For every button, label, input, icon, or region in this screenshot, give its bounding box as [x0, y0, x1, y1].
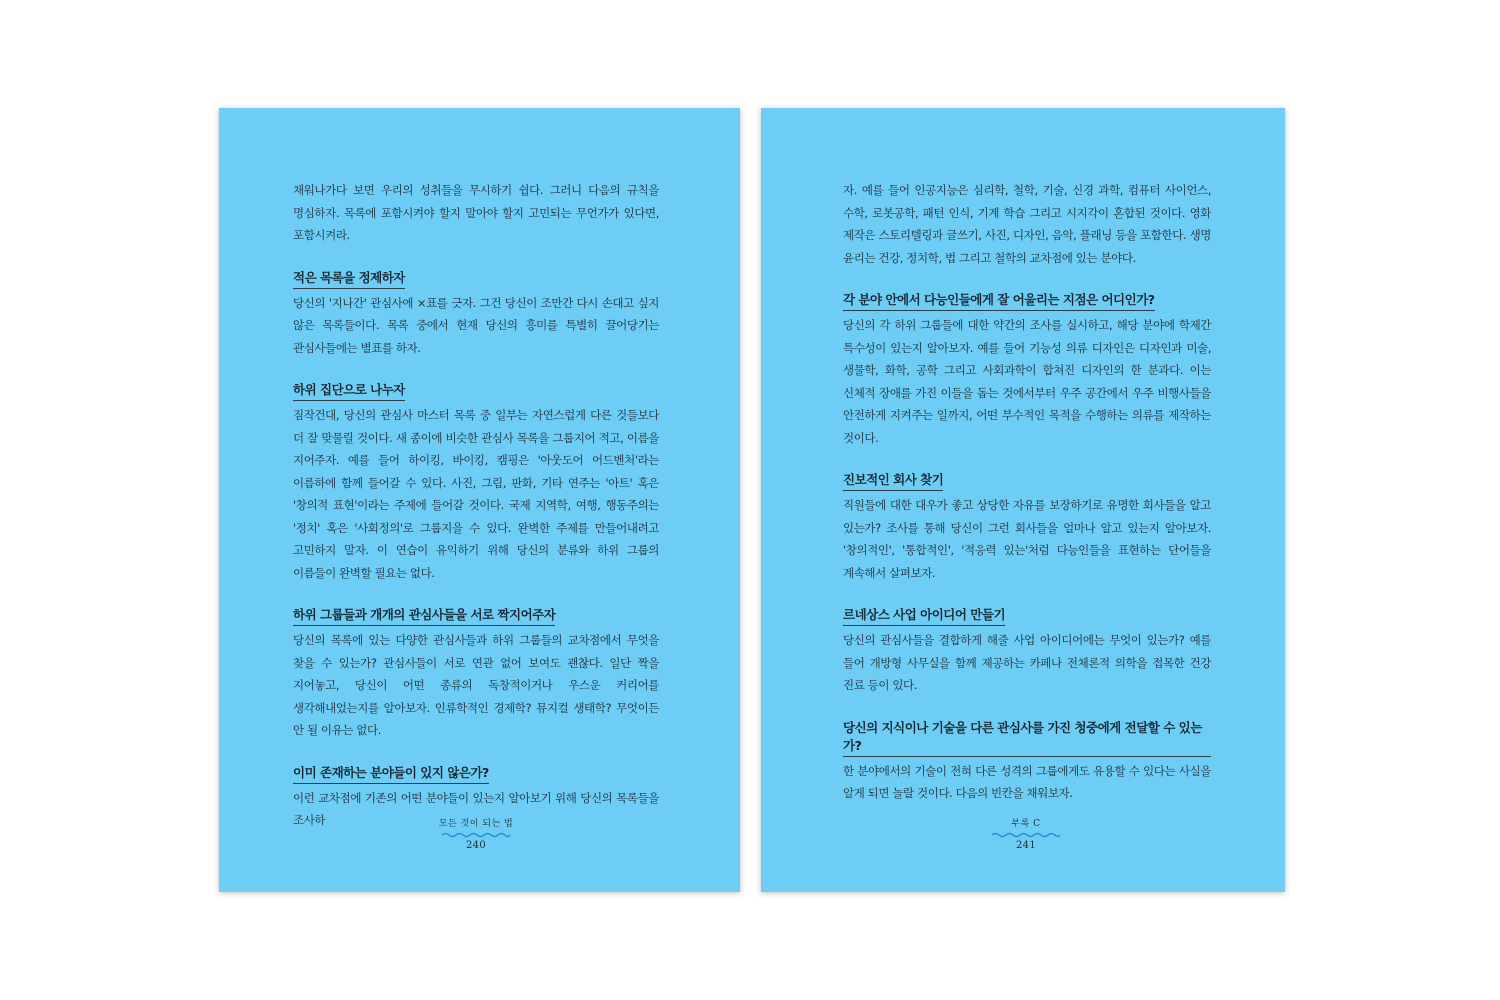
right-intro-paragraph: 자. 예를 들어 인공지능은 심리학, 철학, 기술, 신경 과학, 컴퓨터 사이언스, 수학, 로봇공학, 패턴 인식, 기계 학습 그리고 시지각이 혼합된 것이다. 영화 제작은 스토리텔링과 글쓰기, 사진, 디자인, 음악, 플래닝 등을 포함한다. 생명 윤리는 건강, 정치학, 법 그리고 철학의 교차점에 있는 분야다.	[843, 183, 1211, 265]
page-number: 241	[1016, 840, 1036, 851]
right-section-1	[843, 269, 1211, 449]
section-heading: 하위 집단으로 나누자	[293, 381, 405, 401]
section-body: 당신의 관심사들을 결합하게 해줄 사업 아이디어에는 무엇이 있는가? 예를 들어 개방형 사무실을 함께 제공하는 카페나 전체론적 의학을 접목한 건강 진료 등이 있다.	[843, 633, 1211, 692]
right-page-content	[843, 179, 1211, 805]
section-body: 당신의 '지나간' 관심사에 ×표를 긋자. 그건 당신이 조만간 다시 손대고 싶지 않은 목록들이다. 목록 중에서 현재 당신의 흥미를 특별히 끌어당기는 관심사들에는 별표를 하자.	[293, 295, 659, 355]
right-section-4	[843, 697, 1211, 805]
right-section-3	[843, 584, 1211, 697]
wave-ornament-icon	[991, 832, 1061, 838]
section-body: 직원들에 대한 대우가 좋고 상당한 자유를 보장하기로 유명한 회사들을 알고 있는가? 조사를 통해 당신이 그런 회사들을 얼마나 알고 있는지 알아보자. '창의적인', '통합적인', '적응력 있는'처럼 다능인들을 표현하는 단어들을 계속해서 살펴보자.	[843, 498, 1211, 580]
section-heading: 이미 존재하는 분야들이 있지 않은가?	[293, 764, 489, 784]
left-page	[219, 108, 740, 892]
left-intro-paragraph: 채워나가다 보면 우리의 성취들을 무시하기 쉽다. 그러니 다음의 규칙을 명심하자. 목록에 포함시켜야 할지 말아야 할지 고민되는 무언가가 있다면, 포함시켜라.	[293, 183, 659, 242]
running-title: 모든 것이 되는 법	[438, 819, 514, 829]
running-title: 부록 C	[1011, 819, 1041, 829]
section-body: 짐작건대, 당신의 관심사 마스터 목록 중 일부는 자연스럽게 다른 것들보다 더 잘 맞물릴 것이다. 새 종이에 비슷한 관심사 목록을 그룹지어 적고, 이름을 지어주자. 예를 들어 하이킹, 바이킹, 캠핑은 '아웃도어 어드벤처'라는 이름하에 함께 들어갈 수 있다. 사진, 그림, 판화, 기타 연주는 '아트' 혹은 '창의적 표현'이라는 주제에 들어갈 것이다. 국제 지역학, 여행, 행동주의는 '정치' 혹은 '사회정의'로 그룹지을 수 있다. 완벽한 주제를 만들어내려고 고민하지 말자. 이 연습이 유익하기 위해 당신의 분류와 하위 그룹의 이름들이 완벽할 필요는 없다.	[293, 408, 659, 580]
right-section-2	[843, 449, 1211, 584]
section-body: 당신의 각 하위 그룹들에 대한 약간의 조사를 실시하고, 해당 분야에 학제간 특수성이 있는지 알아보자. 예를 들어 기능성 의류 디자인은 디자인과 미술, 생물학, 화학, 공학 그리고 사회과학이 합쳐진 디자인의 한 분과다. 이는 신체적 장애를 가진 이들을 돕는 것에서부터 우주 공간에서 우주 비행사들을 안전하게 지켜주는 일까지, 어떤 부수적인 목적을 수행하는 의류를 제작하는 것이다.	[843, 318, 1211, 445]
section-heading: 하위 그룹들과 개개의 관심사들을 서로 짝지어주자	[293, 606, 555, 626]
left-page-content	[293, 179, 659, 832]
section-body: 한 분야에서의 기술이 전혀 다른 성격의 그룹에게도 유용할 수 있다는 사실을 알게 되면 놀랄 것이다. 다음의 빈칸을 채워보자.	[843, 763, 1211, 800]
wave-ornament-icon	[441, 832, 511, 838]
section-body: 이런 교차점에 기존의 어떤 분야들이 있는지 알아보기 위해 당신의 목록들을 조사하	[293, 790, 659, 827]
section-body: 당신의 목록에 있는 다양한 관심사들과 하위 그룹들의 교차점에서 무엇을 찾을 수 있는가? 관심사들이 서로 연관 없어 보여도 괜찮다. 일단 짝을 지어놓고, 당신이 어떤 종류의 독창적이거나 우스운 커리어를 생각해내었는지를 알아보자. 인류학적인 경제학? 뮤지컬 생태학? 무엇이든 안 될 이유는 없다.	[293, 633, 659, 737]
section-heading: 각 분야 안에서 다능인들에게 잘 어울리는 지점은 어디인가?	[843, 291, 1155, 311]
left-section-3	[293, 584, 659, 742]
left-section-1	[293, 247, 659, 360]
right-page-footer	[976, 818, 1076, 853]
section-heading: 당신의 지식이나 기술을 다른 관심사를 가진 청중에게 전달할 수 있는가?	[843, 719, 1211, 757]
page-number: 240	[466, 840, 486, 851]
left-page-footer	[426, 818, 526, 853]
section-heading: 적은 목록을 정제하자	[293, 269, 405, 289]
left-section-2	[293, 359, 659, 584]
right-page	[761, 108, 1285, 892]
section-heading: 르네상스 사업 아이디어 만들기	[843, 606, 1005, 626]
section-heading: 진보적인 회사 찾기	[843, 471, 943, 491]
